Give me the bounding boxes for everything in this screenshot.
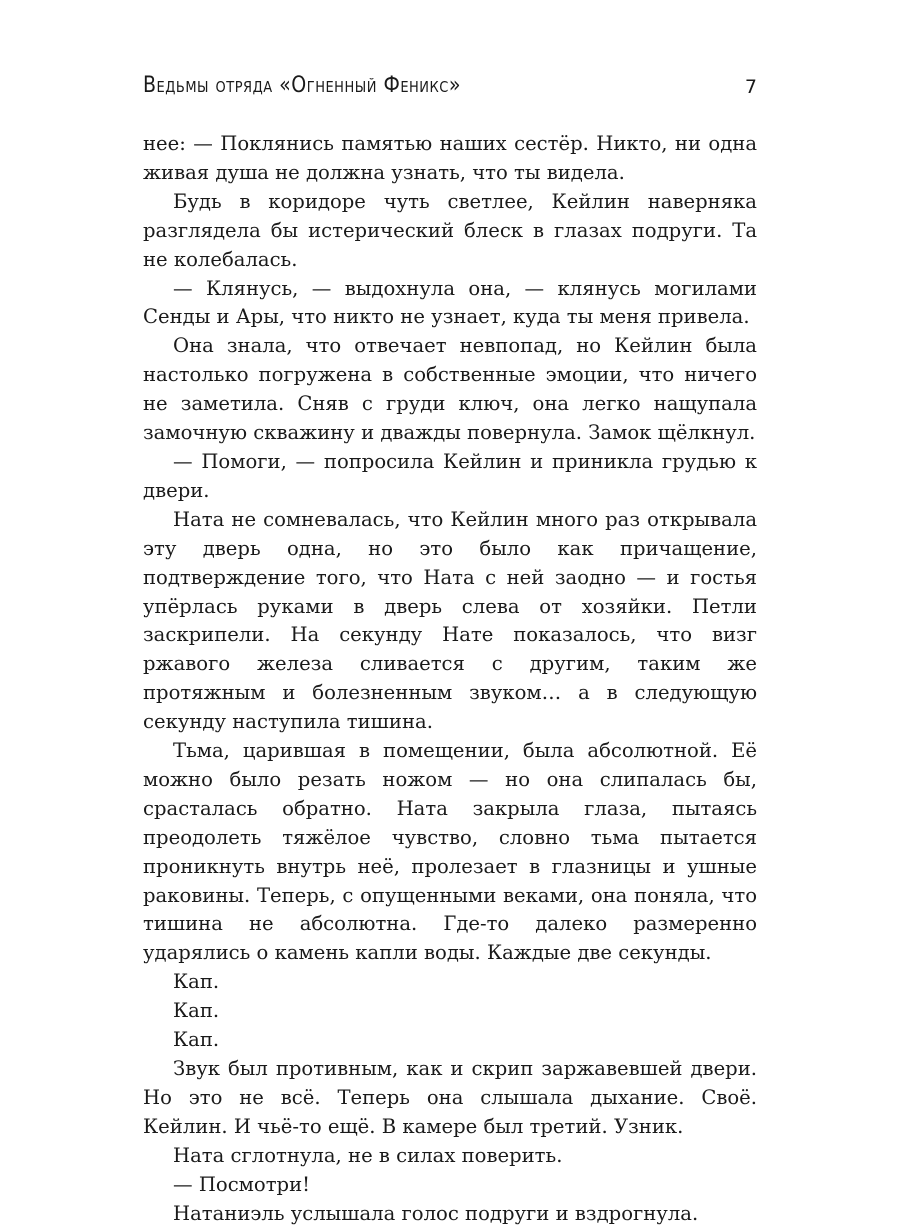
paragraph: Будь в коридоре чуть светлее, Кейлин наверняка разглядела бы истерический блеск в глазах подруги. Та не колебалась.	[143, 189, 757, 271]
paragraph: Звук был противным, как и скрип заржавевшей двери. Но это не всё. Теперь она слышала дыхание. Своё. Кейлин. И чьё-то ещё. В камере был третий. Узник.	[143, 1057, 757, 1138]
paragraph: Ната сглотнула, не в силах поверить.	[173, 1143, 563, 1167]
paragraph: — Помоги, — попросила Кейлин и приникла грудью к двери.	[143, 449, 757, 502]
body-text	[143, 130, 757, 1228]
paragraph: — Клянусь, — выдохнула она, — клянусь могилами Сенды и Ары, что никто не узнает, куда ты меня привела.	[143, 276, 757, 329]
paragraph: Кап.	[173, 1028, 220, 1052]
running-head	[143, 72, 757, 106]
book-title: Ведьмы отряда «Огненный Феникс»	[143, 72, 461, 98]
paragraph: Ната не сомневалась, что Кейлин много раз открывала эту дверь одна, но это было как причащение, подтверждение того, что Ната с ней заодно — и гостья упёрлась руками в дверь слева от хозяйки. Петли заскрипели. На секунду Нате показалось, что визг ржавого железа сливается с другим, таким же протяжным и болезненным звуком… а в следующую секунду наступила тишина.	[143, 507, 757, 734]
paragraph: Натаниэль услышала голос подруги и вздрогнула.	[173, 1201, 699, 1225]
paragraph: Она знала, что отвечает невпопад, но Кейлин была настолько погружена в собственные эмоции, что ничего не заметила. Сняв с груди ключ, она легко нащупала замочную скважину и дважды повернула. Замок щёлкнул.	[143, 334, 757, 445]
paragraph: Кап.	[173, 999, 220, 1023]
paragraph: Тьма, царившая в помещении, была абсолютной. Её можно было резать ножом — но она слипалась бы, срасталась обратно. Ната закрыла глаза, пытаясь преодолеть тяжёлое чувство, словно тьма пытается проникнуть внутрь неё, пролезает в глазницы и ушные раковины. Теперь, с опущенными веками, она поняла, что тишина не абсолютна. Где-то далеко размеренно ударялись о камень капли воды. Каждые две секунды.	[143, 739, 757, 965]
page-number: 7	[744, 76, 757, 98]
paragraph: Кап.	[173, 970, 220, 994]
paragraph: — Посмотри!	[173, 1172, 311, 1196]
paragraph: нее: — Поклянись памятью наших сестёр. Никто, ни одна живая душа не должна узнать, что ты видела.	[143, 132, 757, 184]
